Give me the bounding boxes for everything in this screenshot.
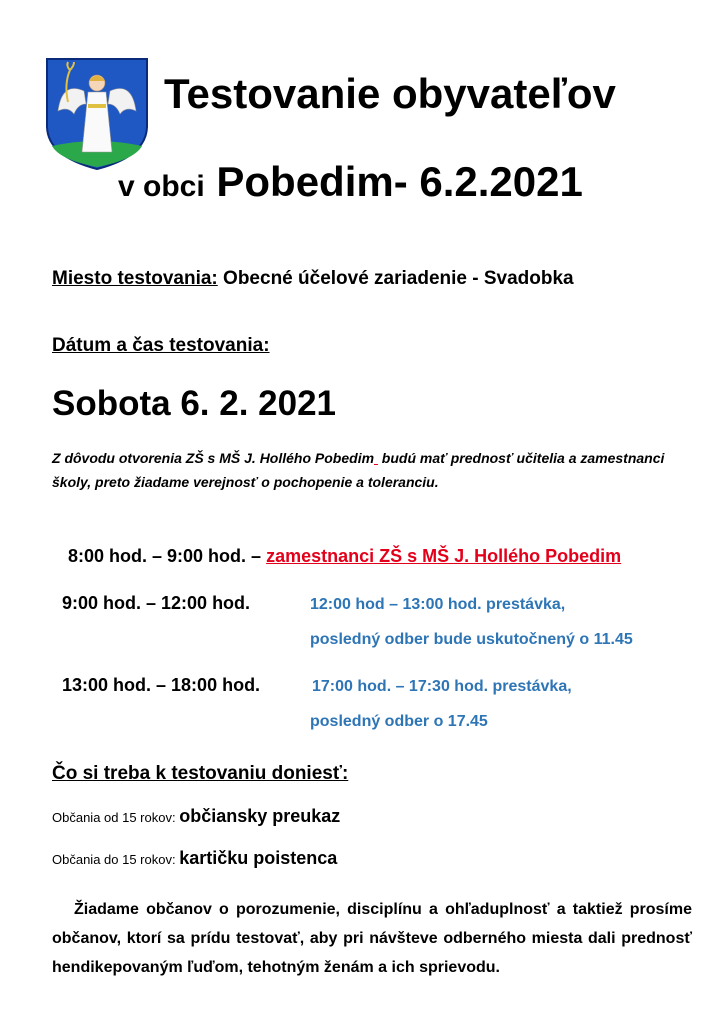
- time-slot-3: 13:00 hod. – 18:00 hod.: [62, 675, 261, 695]
- date-label: Dátum a čas testovania:: [52, 335, 270, 356]
- requirement-children: [52, 848, 337, 869]
- time-slot-1: [68, 546, 621, 567]
- closing-paragraph: Žiadame občanov o porozumenie, disciplínu a ohľaduplnosť a taktiež prosíme občanov, ktorí sa prídu testovať, aby pri návšteve odberného miesta dali prednosť hendikepovaným ľuďom, tehotným ženám a ich sprievodu.: [52, 901, 692, 976]
- slot-3-break: 17:00 hod. – 17:30 hod. prestávka,: [312, 678, 572, 695]
- req-who: Občania od 15 rokov:: [52, 810, 176, 825]
- slot-time: 8:00 hod. – 9:00 hod. –: [68, 546, 262, 566]
- req-what: kartičku poistenca: [179, 848, 338, 868]
- slot-2-last: posledný odber bude uskutočnený o 11.45: [310, 631, 633, 648]
- slot-2-break: 12:00 hod – 13:00 hod. prestávka,: [310, 596, 566, 613]
- requirement-adults: [52, 806, 340, 827]
- time-slot-2: 9:00 hod. – 12:00 hod.: [62, 593, 251, 613]
- note-part2: budú mať prednosť učitelia a zamestnanci školy, preto žiadame verejnosť o pochopenie a toleranciu.: [52, 450, 665, 490]
- date-value: Sobota 6. 2. 2021: [52, 384, 337, 423]
- req-who: Občania do 15 rokov:: [52, 852, 176, 867]
- note-part1: Z dôvodu otvorenia ZŠ s MŠ J. Hollého Pobedim: [52, 450, 375, 466]
- priority-note: [52, 446, 692, 494]
- slot-3-last: posledný odber o 17.45: [310, 713, 488, 730]
- title-prefix: v obci: [118, 170, 205, 203]
- bring-heading: Čo si treba k testovaniu doniesť:: [52, 763, 349, 784]
- req-what: občiansky preukaz: [179, 806, 341, 826]
- place-label: Miesto testovania:: [52, 268, 218, 289]
- title-main: Pobedim- 6.2.2021: [216, 158, 583, 205]
- place-value: Obecné účelové zariadenie - Svadobka: [223, 268, 574, 289]
- page-title: Testovanie obyvateľov: [164, 70, 616, 117]
- testing-place: [52, 268, 574, 290]
- slot-info: zamestnanci ZŠ s MŠ J. Hollého Pobedim: [266, 546, 622, 566]
- coat-of-arms-logo: [44, 56, 150, 172]
- page-subtitle: [118, 158, 583, 206]
